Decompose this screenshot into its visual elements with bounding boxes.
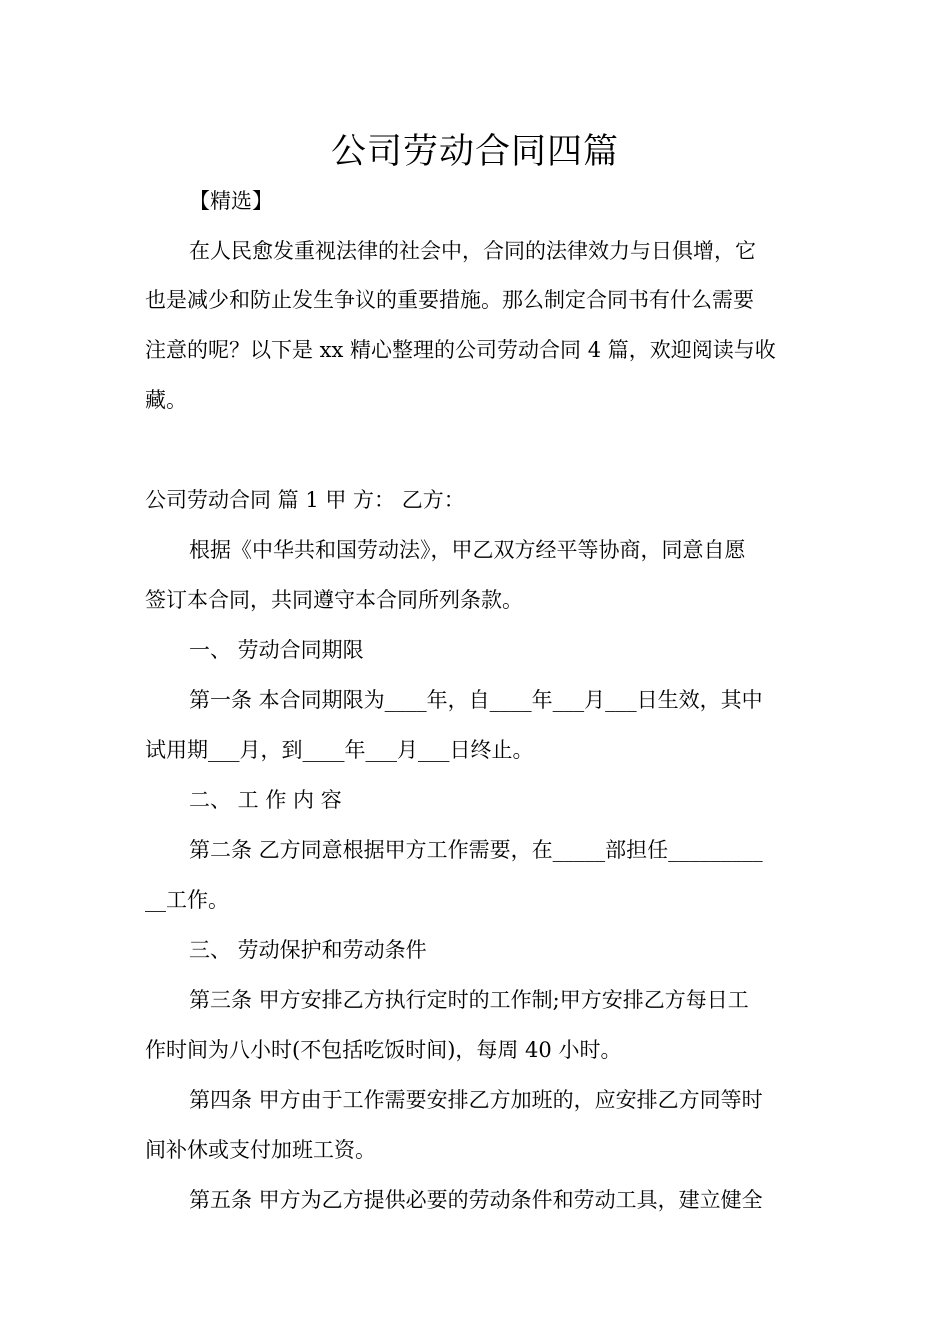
intro-line-3: 注意的呢？以下是 xx 精心整理的公司劳动合同 4 篇，欢迎阅读与收	[145, 338, 776, 362]
paragraph-line: __工作。	[145, 888, 229, 912]
paragraph-line: 第一条 本合同期限为____年，自____年___月___日生效，其中	[189, 688, 763, 712]
paragraph-line: 签订本合同，共同遵守本合同所列条款。	[145, 588, 523, 612]
paragraph-line: 第五条 甲方为乙方提供必要的劳动条件和劳动工具，建立健全	[189, 1188, 763, 1212]
paragraph-line: 第二条 乙方同意根据甲方工作需要，在_____部担任_________	[189, 838, 763, 862]
paragraph-line: 试用期___月，到____年___月___日终止。	[145, 738, 534, 762]
paragraph-line: 间补休或支付加班工资。	[145, 1138, 376, 1162]
clause-heading: 三、 劳动保护和劳动条件	[189, 938, 427, 962]
section-heading-1: 公司劳动合同 篇 1 甲 方： 乙方：	[145, 488, 465, 512]
paragraph-line: 作时间为八小时(不包括吃饭时间)，每周 40 小时。	[145, 1038, 622, 1062]
document-title: 公司劳动合同四篇	[330, 132, 619, 172]
paragraph-line: 第四条 甲方由于工作需要安排乙方加班的，应安排乙方同等时	[189, 1088, 763, 1112]
clause-heading: 二、 工 作 内 容	[189, 788, 342, 812]
intro-line-1: 在人民愈发重视法律的社会中，合同的法律效力与日俱增，它	[189, 239, 756, 263]
intro-line-4: 藏。	[145, 388, 187, 412]
paragraph-line: 根据《中华共和国劳动法》，甲乙双方经平等协商，同意自愿	[189, 538, 746, 562]
selected-tag: 【精选】	[189, 189, 273, 213]
intro-line-2: 也是减少和防止发生争议的重要措施。那么制定合同书有什么需要	[145, 288, 754, 312]
paragraph-line: 第三条 甲方安排乙方执行定时的工作制;甲方安排乙方每日工	[189, 988, 749, 1012]
clause-heading: 一、 劳动合同期限	[189, 638, 364, 662]
